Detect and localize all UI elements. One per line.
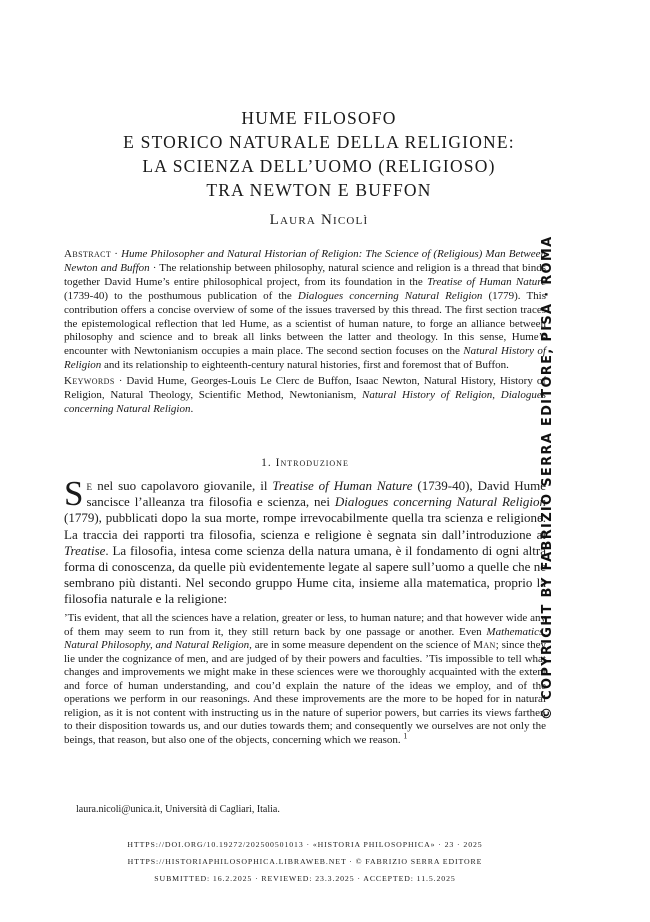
author-affiliation-footnote: laura.nicoli@unica.it, Università di Cagliari, Italia. (76, 804, 280, 815)
footer-website-line: HTTPS://HISTORIAPHILOSOPHICA.LIBRAWEB.NET · © FABRIZIO SERRA EDITORE (127, 857, 483, 866)
abstract-text-2: (1739-40) to the posthumous publication of the (64, 289, 298, 302)
title-line-2: E STORICO NATURALE DELLA RELIGIONE: (123, 132, 515, 152)
footer-doi-line: HTTPS://DOI.ORG/10.19272/202500501013 · «HISTORIA PHILOSOPHICA» · 23 · 2025 (127, 840, 483, 849)
quote-text-3: ; since they lie under the cognizance of men, and are judged of by their powers and faculties. ’Tis impossible to tell what changes and improvements we might make in these sciences were we thoroughly acquainted with the extent and force of human understanding, and cou’d explain the nature of the ideas we employ, and of the operations we perform in our reasonings. And these improvements are the more to be hoped for in natural religion, as it is not content with instructing us in the nature of superior powers, but carries its views farther, to their disposition towards us, and our duties towards them; and consequently we ourselves are not only the beings, that reason, but also one of the objects, concerning which we reason. (64, 639, 546, 746)
keywords-italic-2: Dialogues concerning Natural Religion (64, 389, 546, 415)
abstract-text-1: · The relationship between philosophy, natural science and religion is a thread that binds together David Hume’s entire philosophical project, from its foundation in the (64, 261, 546, 288)
keywords-paragraph (64, 375, 546, 417)
body-dialogues: Dialogues concerning Natural Religion (334, 494, 547, 510)
author-name: Laura Nicolì (269, 212, 369, 228)
abstract-dialogues: Dialogues concerning Natural Religion (297, 289, 483, 302)
body-text-4: . La filosofia, intesa come scienza della natura umana, è il fondamento di ogni altra forma di conoscenza, da quelle più evidentemente legate al sapere sull’uomo a quelle che ne sembrano più distanti. Nel secondo gruppo Hume cita, insieme alla matematica, proprio la filosofia naturale e la religione: (64, 542, 546, 607)
article-title-block (64, 106, 574, 229)
abstract-label: Abstract (64, 248, 112, 260)
body-text-1: nel suo capolavoro giovanile, il (92, 478, 273, 493)
abstract-english-title: Hume Philosopher and Natural Historian of Religion: The Science of (Religious) Man Between Newton and Buffon (64, 248, 546, 274)
quote-italic: Mathematics, Natural Philosophy, and Natural Religion, (64, 625, 546, 651)
abstract-text-3: (1779). This contribution offers a concise overview of some of the issues traversed by this thread. The first section traces the epistemological reflection that led Hume, as a scientist of human nature, to forge an alliance between philosophy and science and to break all links between the latter and theology. In this sense, Hume’s encounter with Newtonianism occupies a main place. The second section focuses on the (64, 289, 547, 358)
abstract-treatise: Treatise of Human Nature (427, 275, 547, 288)
keywords-comma: , (492, 389, 501, 402)
quote-text-2: are in some measure dependent on the science of (251, 639, 474, 651)
abstract-block (64, 248, 546, 417)
keywords-text: David Hume, Georges-Louis Le Clerc de Buffon, Isaac Newton, Natural History, History of Religion, Natural Theology, Scientific Method, Newtonianism, (64, 375, 547, 402)
keywords-italic-1: Natural History of Religion (362, 389, 493, 402)
quote-man: Man (473, 639, 496, 651)
body-paragraph (64, 474, 547, 608)
title-line-3: LA SCIENZA DELL’UOMO (RELIGIOSO) (142, 156, 496, 176)
footer-dates-line: SUBMITTED: 16.2.2025 · REVIEWED: 23.3.2025 · ACCEPTED: 11.5.2025 (154, 874, 456, 883)
abstract-natural-history: Natural History of Religion (64, 345, 546, 372)
side-copyright-notice: © COPYRIGHT BY FABRIZIO SERRA EDITORE, PISA · ROMA (540, 235, 555, 720)
body-treatise-short: Treatise (64, 542, 106, 558)
keywords-sep: · (114, 375, 127, 388)
block-quote (64, 612, 546, 747)
title-line-4: TRA NEWTON E BUFFON (206, 180, 432, 200)
quote-text-1: ’Tis evident, that all the sciences have a relation, greater or less, to human nature; and that however wide any of them may seem to run from it, they still return back by one passage or another. Even (64, 612, 546, 638)
footnote-ref[interactable]: 1 (403, 730, 408, 740)
body-first-word: e (86, 478, 93, 493)
section-heading: 1. Introduzione (261, 457, 349, 469)
keywords-end: . (190, 402, 194, 415)
drop-cap: S (64, 474, 84, 513)
title-line-1: HUME FILOSOFO (241, 108, 397, 128)
abstract-paragraph (64, 248, 546, 373)
body-treatise: Treatise of Human Nature (272, 478, 413, 493)
keywords-label: Keywords (64, 375, 115, 388)
abstract-text-4: and its relationship to eighteenth-century natural histories, first and foremost that of Buffon. (101, 359, 509, 372)
body-text-3: (1779), pubblicati dopo la sua morte, rompe irrevocabilmente quella tra scienza e religione. La traccia dei rapporti tra filosofia, scienza e religione è segnata sin dall’introduzione al (64, 510, 546, 542)
abstract-sep: · (111, 248, 122, 260)
body-text-2: (1739-40), David Hume sancisce l’alleanza tra filosofia e scienza, nei (86, 478, 547, 510)
